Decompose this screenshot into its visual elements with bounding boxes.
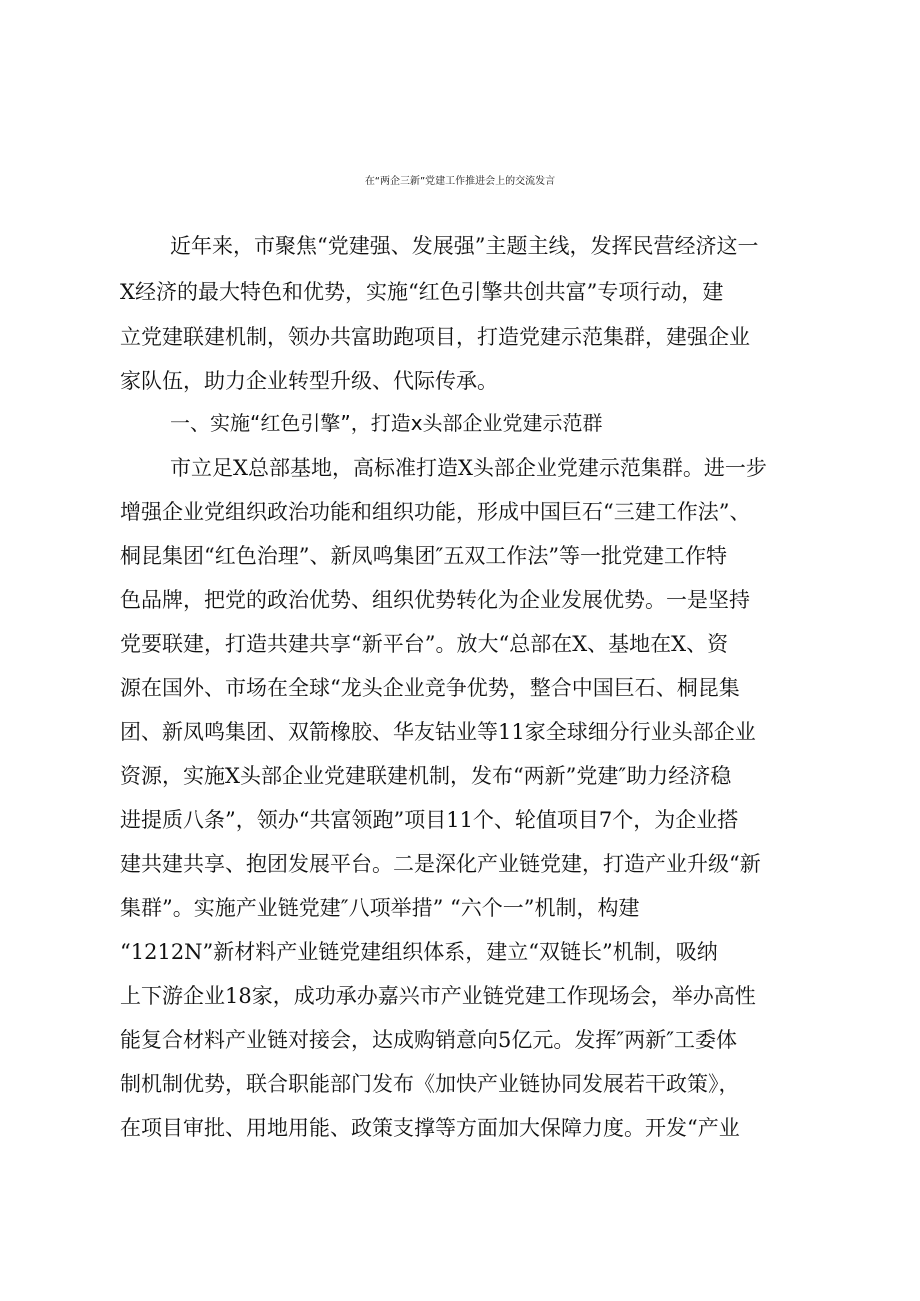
paragraph-line: 在项目审批、用地用能、政策支撑等方面加大保障力度。开发“产业: [120, 1116, 740, 1140]
document-title: 在“两企三新”党建工作推进会上的交流发言: [364, 176, 556, 187]
paragraph-line: 资源，实施X头部企业党建联建机制，发布“两新”党建″助力经济稳: [120, 764, 732, 788]
section-heading: 一、实施“红色引擎”，打造x头部企业党建示范群: [170, 411, 603, 435]
paragraph-line: 制机制优势，联合职能部门发布《加快产业链协同发展若干政策》，: [120, 1072, 740, 1096]
paragraph-line: 增强企业党组织政治功能和组织功能，形成中国巨石“三建工作法”、: [120, 500, 751, 524]
paragraph-line: 进提质八条”，领办“共富领跑”项目11个、轮值项目7个，为企业搭: [120, 808, 739, 832]
paragraph-line: 立党建联建机制，领办共富助跑项目，打造党建示范集群，建强企业: [120, 325, 750, 349]
paragraph-line: 市立足X总部基地，高标准打造X头部企业党建示范集群。进一步: [170, 456, 767, 480]
paragraph-line: “1212N”新材料产业链党建组织体系，建立“双链长”机制，吸纳: [120, 940, 718, 964]
paragraph-line: 源在国外、市场在全球“龙头企业竞争优势，整合中国巨石、桐昆集: [120, 676, 740, 700]
paragraph-line: 建共建共享、抱团发展平台。二是深化产业链党建，打造产业升级“新: [120, 852, 761, 876]
paragraph-line: 色品牌，把党的政治优势、组织优势转化为企业发展优势。一是坚持: [120, 588, 750, 612]
paragraph-line: X经济的最大特色和优势，实施“红色引擎共创共富”专项行动，建: [120, 280, 724, 304]
paragraph-line: 近年来，市聚焦“党建强、发展强”主题主线，发挥民营经济这一: [170, 234, 759, 258]
paragraph-line: 能复合材料产业链对接会，达成购销意向5亿元。发挥″两新″工委体: [120, 1028, 738, 1052]
paragraph-line: 家队伍，助力企业转型升级、代际传承。: [120, 369, 498, 393]
paragraph-line: 桐昆集团“红色治理”、新凤鸣集团″五双工作法”等一批党建工作特: [120, 544, 728, 568]
paragraph-line: 集群”。实施产业链党建″八项举措” “六个一”机制，构建: [120, 896, 640, 920]
paragraph-line: 党要联建，打造共建共享“新平台”。放大“总部在X、基地在X、资: [120, 632, 729, 656]
paragraph-line: 团、新凤鸣集团、双箭橡胶、华友钴业等11家全球细分行业头部企业: [120, 720, 756, 744]
paragraph-line: 上下游企业18家，成功承办嘉兴市产业链党建工作现场会，举办高性: [120, 984, 756, 1008]
